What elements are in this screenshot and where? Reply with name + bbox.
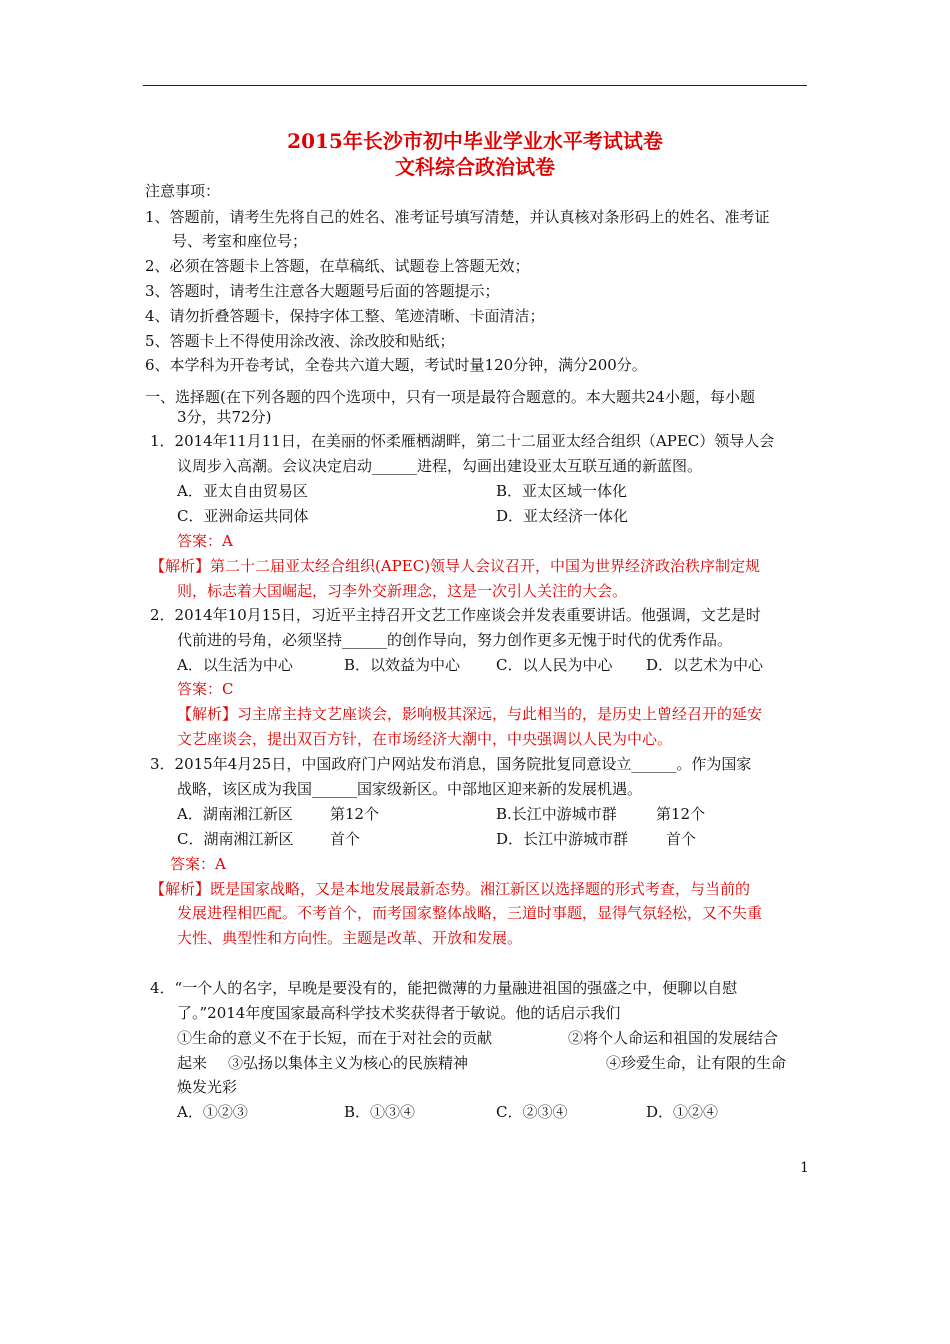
section-heading: 一、选择题(在下列各题的四个选项中，只有一项是最符合题意的。本大题共24小题，每小题	[145, 388, 755, 406]
question-2-stem: 2．2014年10月15日，习近平主持召开文艺工作座谈会并发表重要讲话。他强调，文艺是时	[150, 606, 761, 624]
question-1-stem-cont: 议周步入高潮。会议决定启动______进程，勾画出建设亚太互联互通的新蓝图。	[177, 457, 703, 475]
question-3-option-c: C．湖南湘江新区	[177, 830, 294, 848]
question-2-option-c: C．以人民为中心	[496, 656, 613, 674]
question-3-option-a-count: 第12个	[330, 805, 380, 823]
question-4-statement-4: ④珍爱生命，让有限的生命	[606, 1054, 787, 1072]
question-2-option-a: A．以生活为中心	[177, 656, 293, 674]
notice-item: 号、考室和座位号；	[172, 232, 308, 250]
question-3-option-b-count: 第12个	[656, 805, 706, 823]
question-1-explanation: 【解析】第二十二届亚太经合组织(APEC)领导人会议召开，中国为世界经济政治秩序制定规	[150, 557, 761, 575]
question-4-option-d: D．①②④	[646, 1103, 719, 1121]
question-4-option-a: A．①②③	[177, 1103, 248, 1121]
question-1-stem: 1．2014年11月11日，在美丽的怀柔雁栖湖畔，第二十二届亚太经合组织（APEC）领导人会	[150, 432, 775, 450]
question-1-option-a: A．亚太自由贸易区	[177, 482, 308, 500]
question-4-stem-cont: 了。”2014年度国家最高科学技术奖获得者于敏说。他的话启示我们	[177, 1004, 621, 1022]
exam-subtitle: 文科综合政治试卷	[395, 155, 555, 179]
question-4-statement-2-cont: 起来	[177, 1054, 208, 1072]
question-4-option-b: B．①③④	[344, 1103, 416, 1121]
question-4-statement-4-cont: 焕发光彩	[177, 1078, 238, 1096]
notice-item: 6、本学科为开卷考试，全卷共六道大题，考试时量120分钟，满分200分。	[145, 356, 647, 374]
notice-heading: 注意事项：	[145, 182, 221, 200]
question-3-option-b: B.长江中游城市群	[496, 805, 617, 823]
notice-item: 4、请勿折叠答题卡，保持字体工整、笔迹清晰、卡面清洁；	[145, 307, 545, 325]
question-3-explanation-cont2: 大性、典型性和方向性。主题是改革、开放和发展。	[177, 929, 523, 947]
question-3-option-c-count: 首个	[330, 830, 361, 848]
question-1-option-b: B．亚太区域一体化	[496, 482, 628, 500]
question-2-answer: 答案：C	[177, 680, 234, 698]
question-2-explanation: 【解析】习主席主持文艺座谈会，影响极其深远，与此相当的，是历史上曾经召开的延安	[177, 705, 763, 723]
question-2-explanation-cont: 文艺座谈会，提出双百方针，在市场经济大潮中，中央强调以人民为中心。	[177, 730, 673, 748]
question-2-option-d: D．以艺术为中心	[646, 656, 764, 674]
exam-title: 2015年长沙市初中毕业学业水平考试试卷	[287, 129, 663, 153]
question-2-stem-cont: 代前进的号角，必须坚持______的创作导向，努力创作更多无愧于时代的优秀作品。	[177, 631, 733, 649]
question-4-statement-1: ①生命的意义不在于长短，而在于对社会的贡献	[177, 1029, 493, 1047]
question-1-option-d: D．亚太经济一体化	[496, 507, 629, 525]
question-4-option-c: C．②③④	[496, 1103, 568, 1121]
question-2-option-b: B．以效益为中心	[344, 656, 461, 674]
question-1-option-c: C．亚洲命运共同体	[177, 507, 309, 525]
notice-item: 2、必须在答题卡上答题，在草稿纸、试题卷上答题无效；	[145, 257, 530, 275]
question-4-stem: 4．“一个人的名字，早晚是要没有的，能把微薄的力量融进祖国的强盛之中，便聊以自慰	[150, 979, 738, 997]
question-4-statement-3: ③弘扬以集体主义为核心的民族精神	[228, 1054, 469, 1072]
notice-item: 1、答题前，请考生先将自己的姓名、准考证号填写清楚，并认真核对条形码上的姓名、准考证	[145, 208, 770, 226]
notice-item: 5、答题卡上不得使用涂改液、涂改胶和贴纸；	[145, 332, 455, 350]
question-4-statement-2: ②将个人命运和祖国的发展结合	[568, 1029, 779, 1047]
question-1-explanation-cont: 则，标志着大国崛起，习李外交新理念，这是一次引人关注的大会。	[177, 582, 628, 600]
section-heading-cont: 3分，共72分)	[177, 408, 272, 426]
question-3-option-a: A．湖南湘江新区	[177, 805, 293, 823]
question-3-explanation-cont: 发展进程相匹配。不考首个，而考国家整体战略，三道时事题，显得气氛轻松，又不失重	[177, 904, 763, 922]
page-number: 1	[800, 1160, 809, 1176]
question-3-answer: 答案：A	[170, 855, 226, 873]
question-3-explanation: 【解析】既是国家战略，又是本地发展最新态势。湘江新区以选择题的形式考查，与当前的	[150, 880, 751, 898]
notice-item: 3、答题时，请考生注意各大题题号后面的答题提示；	[145, 282, 500, 300]
question-3-option-d-count: 首个	[666, 830, 697, 848]
question-3-stem: 3．2015年4月25日，中国政府门户网站发布消息，国务院批复同意设立______。作为国家	[150, 755, 752, 773]
question-1-answer: 答案：A	[177, 532, 233, 550]
question-3-stem-cont: 战略，该区成为我国______国家级新区。中部地区迎来新的发展机遇。	[177, 780, 643, 798]
question-3-option-d: D．长江中游城市群	[496, 830, 629, 848]
header-rule	[143, 85, 807, 86]
